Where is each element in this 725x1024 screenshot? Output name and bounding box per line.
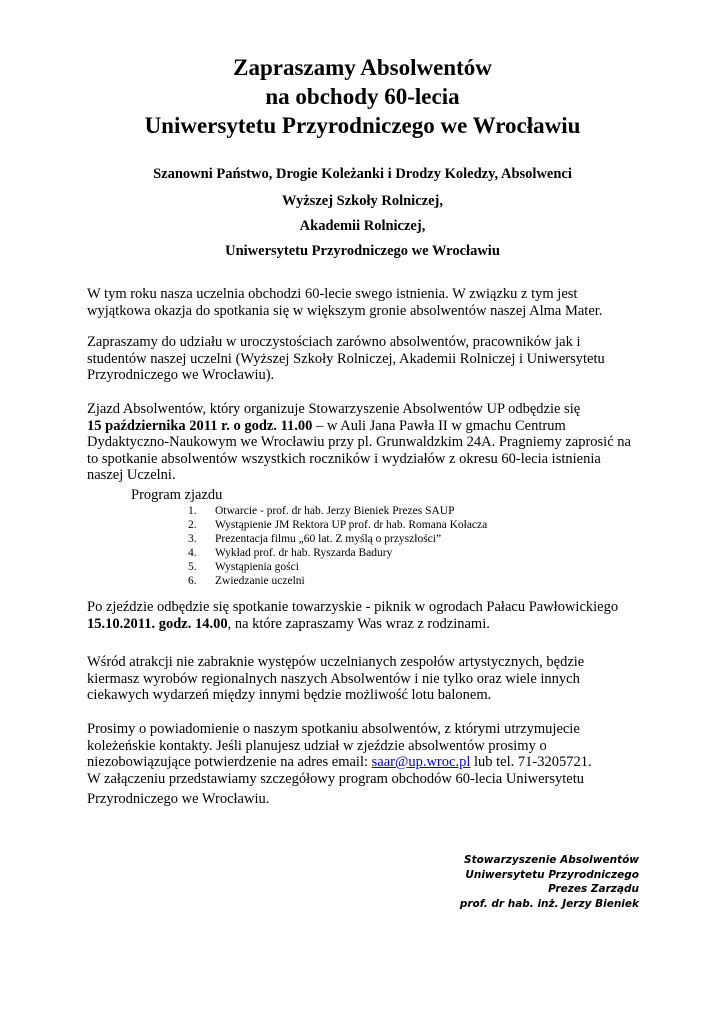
program-item-text: Wykład prof. dr hab. Ryszarda Badury (215, 547, 393, 559)
program-heading: Program zjazdu (131, 487, 223, 503)
program-item (188, 504, 487, 518)
title-line: na obchody 60-lecia (265, 84, 460, 109)
text-line: ciekawych wydarzeń między innymi będzie możliwość lotu balonem. (87, 687, 492, 703)
signature-line: prof. dr hab. inż. Jerzy Bieniek (459, 897, 639, 910)
text-line: to spotkanie absolwentów wszystkich roczników i wydziałów z okresu 60-lecia istnienia (87, 450, 601, 467)
program-item (188, 560, 487, 574)
invitation-title (0, 53, 725, 140)
paragraph-attractions (87, 654, 657, 704)
text-fragment: niezobowiązujące potwierdzenie na adres email: (87, 754, 372, 770)
program-item-text: Otwarcie - prof. dr hab. Jerzy Bieniek Prezes SAUP (215, 505, 455, 517)
program-item-text: Zwiedzanie uczelni (215, 575, 305, 587)
program-item-text: Wystąpienie JM Rektora UP prof. dr hab. Romana Kołacza (215, 519, 488, 531)
reunion-date: 15 października 2011 r. o godz. 11.00 (87, 417, 313, 434)
text-line (87, 754, 657, 771)
paragraph-reunion (87, 401, 657, 484)
text-line: Dydaktyczno-Naukowym we Wrocławiu przy pl. Grunwaldzkim 24A. Pragniemy zaprosić na (87, 434, 631, 450)
salutation-line: Akademii Rolniczej, (299, 218, 426, 234)
text-line (87, 418, 657, 435)
signature-line: Uniwersytetu Przyrodniczego (465, 868, 639, 881)
text-line: Prosimy o powiadomienie o naszym spotkaniu absolwentów, z którymi utrzymujecie (87, 721, 580, 737)
program-item-text: Prezentacja filmu „60 lat. Z myślą o przyszłości” (215, 533, 442, 545)
paragraph-picnic (87, 599, 657, 632)
text-line: Zjazd Absolwentów, który organizuje Stowarzyszenie Absolwentów UP odbędzie się (87, 401, 581, 417)
salutation-line: Uniwersytetu Przyrodniczego we Wrocławiu (225, 243, 500, 259)
text-line: W załączeniu przedstawiamy szczegółowy program obchodów 60-lecia Uniwersytetu (87, 770, 584, 787)
text-line: Przyrodniczego we Wrocławiu). (87, 367, 275, 383)
program-item-number: 6. (188, 575, 197, 587)
program-item-number: 4. (188, 547, 197, 559)
program-item (188, 546, 487, 560)
signature-line: Prezes Zarządu (548, 883, 639, 895)
text-line: Wśród atrakcji nie zabraknie występów uczelnianych zespołów artystycznych, będzie (87, 654, 585, 670)
signature-block (460, 853, 639, 911)
signature-line: Stowarzyszenie Absolwentów (464, 854, 639, 866)
text-line: studentów naszej uczelni (Wyższej Szkoły Rolniczej, Akademii Rolniczej i Uniwersytetu (87, 350, 605, 367)
paragraph-invitation (87, 334, 657, 384)
program-item-number: 5. (188, 561, 197, 573)
program-item (188, 532, 487, 546)
text-line: koleżeńskie kontakty. Jeśli planujesz udział w zjeździe absolwentów prosimy o (87, 737, 547, 754)
text-line: W tym roku nasza uczelnia obchodzi 60-lecie swego istnienia. W związku z tym jest (87, 286, 578, 302)
text-fragment: lub tel. 71-3205721. (470, 754, 592, 770)
paragraph-contact (87, 721, 657, 808)
text-line: Zapraszamy do udziału w uroczystościach zarówno absolwentów, pracowników jak i (87, 334, 581, 350)
program-item-text: Wystąpienia gości (215, 561, 299, 573)
salutation-line: Szanowni Państwo, Drogie Koleżanki i Drodzy Koledzy, Absolwenci (153, 166, 572, 182)
program-item-number: 2. (188, 519, 197, 531)
salutation-line: Wyższej Szkoły Rolniczej, (282, 193, 443, 209)
text-fragment: – w Auli Jana Pawła II w gmachu Centrum (312, 417, 566, 434)
text-line (87, 616, 657, 633)
text-line: Przyrodniczego we Wrocławiu. (87, 791, 270, 807)
program-item-number: 1. (188, 505, 197, 517)
program-list (188, 504, 487, 588)
text-line: naszej Uczelni. (87, 467, 176, 483)
text-line: wyjątkowa okazja do spotkania się w większym gronie absolwentów naszej Alma Mater. (87, 302, 603, 319)
title-line: Uniwersytetu Przyrodniczego we Wrocławiu (144, 113, 581, 138)
title-line: Zapraszamy Absolwentów (233, 55, 492, 80)
program-item (188, 574, 487, 588)
email-link[interactable]: saar@up.wroc.pl (371, 754, 471, 770)
picnic-date: 15.10.2011. godz. 14.00 (87, 615, 228, 632)
program-item (188, 518, 487, 532)
text-line: kiermasz wyrobów regionalnych naszych Absolwentów i nie tylko oraz wiele innych (87, 670, 580, 687)
text-line: Po zjeździe odbędzie się spotkanie towarzyskie - piknik w ogrodach Pałacu Pawłowickiego (87, 599, 619, 615)
paragraph-intro (87, 286, 657, 319)
text-fragment: , na które zapraszamy Was wraz z rodzinami. (227, 615, 490, 632)
program-item-number: 3. (188, 533, 197, 545)
